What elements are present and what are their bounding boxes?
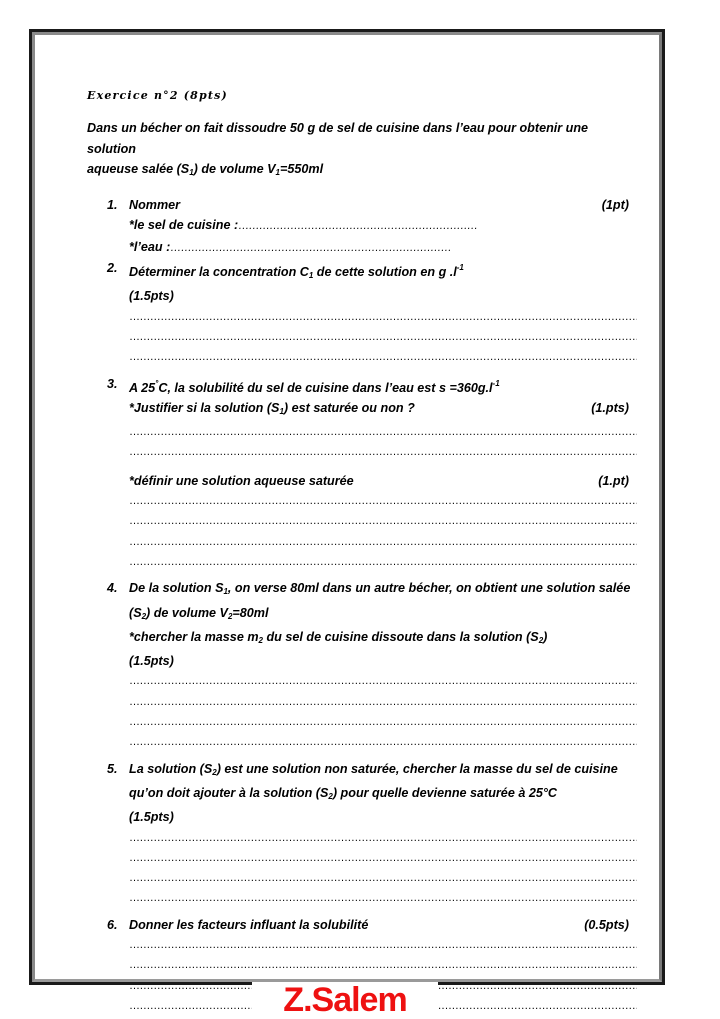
answer-line[interactable] bbox=[129, 712, 637, 732]
answer-field-eau[interactable]: *l’eau :……………………………………………………………………… bbox=[129, 239, 452, 254]
answer-line[interactable] bbox=[129, 692, 637, 712]
points-label: (1.5pts) bbox=[129, 289, 174, 304]
question-6: 6. Donner les facteurs influant la solubilité (0.5pts) …………………………………………………………………………………………………………………………………………………………………… …………………………………………………………………………………………………………………………………………………………………… …………………………………………………………………………………………………………………………………………………………………… …………………………………………………………………………………………………………………………………………………………………… bbox=[87, 915, 637, 1016]
points-label: (1.5pts) bbox=[129, 654, 174, 669]
answer-line[interactable] bbox=[129, 848, 637, 868]
answer-line[interactable] bbox=[129, 422, 637, 442]
answer-line[interactable] bbox=[129, 327, 637, 347]
answer-line[interactable] bbox=[129, 671, 637, 691]
exercise-intro: Dans un bécher on fait dissoudre 50 g de sel de cuisine dans l’eau pour obtenir une solution aqueuse salée $(S_1)$ de volume $V_1=550ml$ bbox=[87, 121, 589, 177]
question-1: 1. Nommer (1pt) *le sel de cuisine :…………………………………………………………… *l’eau :……………………………………………………………………… bbox=[87, 195, 637, 258]
answer-line[interactable] bbox=[129, 307, 637, 327]
points-label: (1.pts) bbox=[591, 400, 629, 415]
answer-line[interactable] bbox=[129, 491, 637, 511]
answer-line[interactable] bbox=[129, 732, 637, 752]
answer-line[interactable] bbox=[129, 532, 637, 552]
answer-line[interactable] bbox=[129, 868, 637, 888]
answer-line[interactable] bbox=[129, 888, 637, 908]
question-2: 2. Déterminer la concentration $C_1$ de cette solution en g $.l^{-1}$ (1.5pts) …………………………………………………………………………………………………………………………………………………………………… …………………………………………………………………………………………………………………………………………………………………… …………………………………………………………………………………………………………………………………………………………………… bbox=[87, 258, 637, 367]
answer-line[interactable] bbox=[129, 347, 637, 367]
author-signature: Z.Salem bbox=[252, 982, 438, 1018]
answer-field-sel[interactable]: *le sel de cuisine :…………………………………………………………… bbox=[129, 218, 478, 233]
question-4: 4. De la solution $S_1$, on verse 80ml dans un autre bécher, on obtient une solution salée $(S_2)$ de volume $V_2=80ml$ *chercher la masse $m_2$ du sel de cuisine dissoute dans la solution $(S_2)$ (1.5pts) …………………………………………………………………………………………………………………………………………………………………… …………………………………………………………………………………………………………………………………………………………………… …………………………………………………………………………………………………………………………………………………………………… …………………………………………………………………………………………………………………………………………………………………… bbox=[87, 578, 637, 752]
question-3: 3. A 25°C, la solubilité du sel de cuisine dans l’eau est $s =360g.l^{-1}$ *Justifier si la solution $(S_1)$ est saturée ou non ? (1.pts) …………………………………………………………………………………………………………………………………………………………………… …………………………………………………………………………………………………………………………………………………………………… *définir une solution aqueuse saturée (1.pt) …………………………………………………………………………………………………………………………………………………………………… …………………………………………………………………………………………………………………………………………………………………… …………………………………………………………………………………………………………………………………………………………………… …………………………………………………………………………………………………………………………………………………………………… bbox=[87, 374, 637, 573]
answer-line[interactable] bbox=[129, 552, 637, 572]
points-label: (1.pt) bbox=[598, 473, 629, 488]
answer-line[interactable] bbox=[129, 935, 637, 955]
points-label: (0.5pts) bbox=[584, 917, 629, 932]
points-label: (1pt) bbox=[601, 198, 629, 213]
answer-line[interactable] bbox=[129, 442, 637, 462]
question-5: 5. La solution $(S_2)$ est une solution non saturée, chercher la masse du sel de cuisine qu’on doit ajouter à la solution $(S_2)$ pour quelle devienne saturée à 25°C (1.5pts) …………………………………………………………………………………………………………………………………………………………………… …………………………………………………………………………………………………………………………………………………………………… …………………………………………………………………………………………………………………………………………………………………… …………………………………………………………………………………………………………………………………………………………………… bbox=[87, 759, 637, 909]
points-label: (1.5pts) bbox=[129, 810, 174, 825]
answer-line[interactable] bbox=[129, 511, 637, 531]
exercise-title: Exercice n°2 (8pts) bbox=[87, 89, 228, 102]
exercise-content bbox=[87, 80, 637, 1016]
answer-line[interactable] bbox=[129, 955, 637, 975]
answer-line[interactable] bbox=[129, 828, 637, 848]
